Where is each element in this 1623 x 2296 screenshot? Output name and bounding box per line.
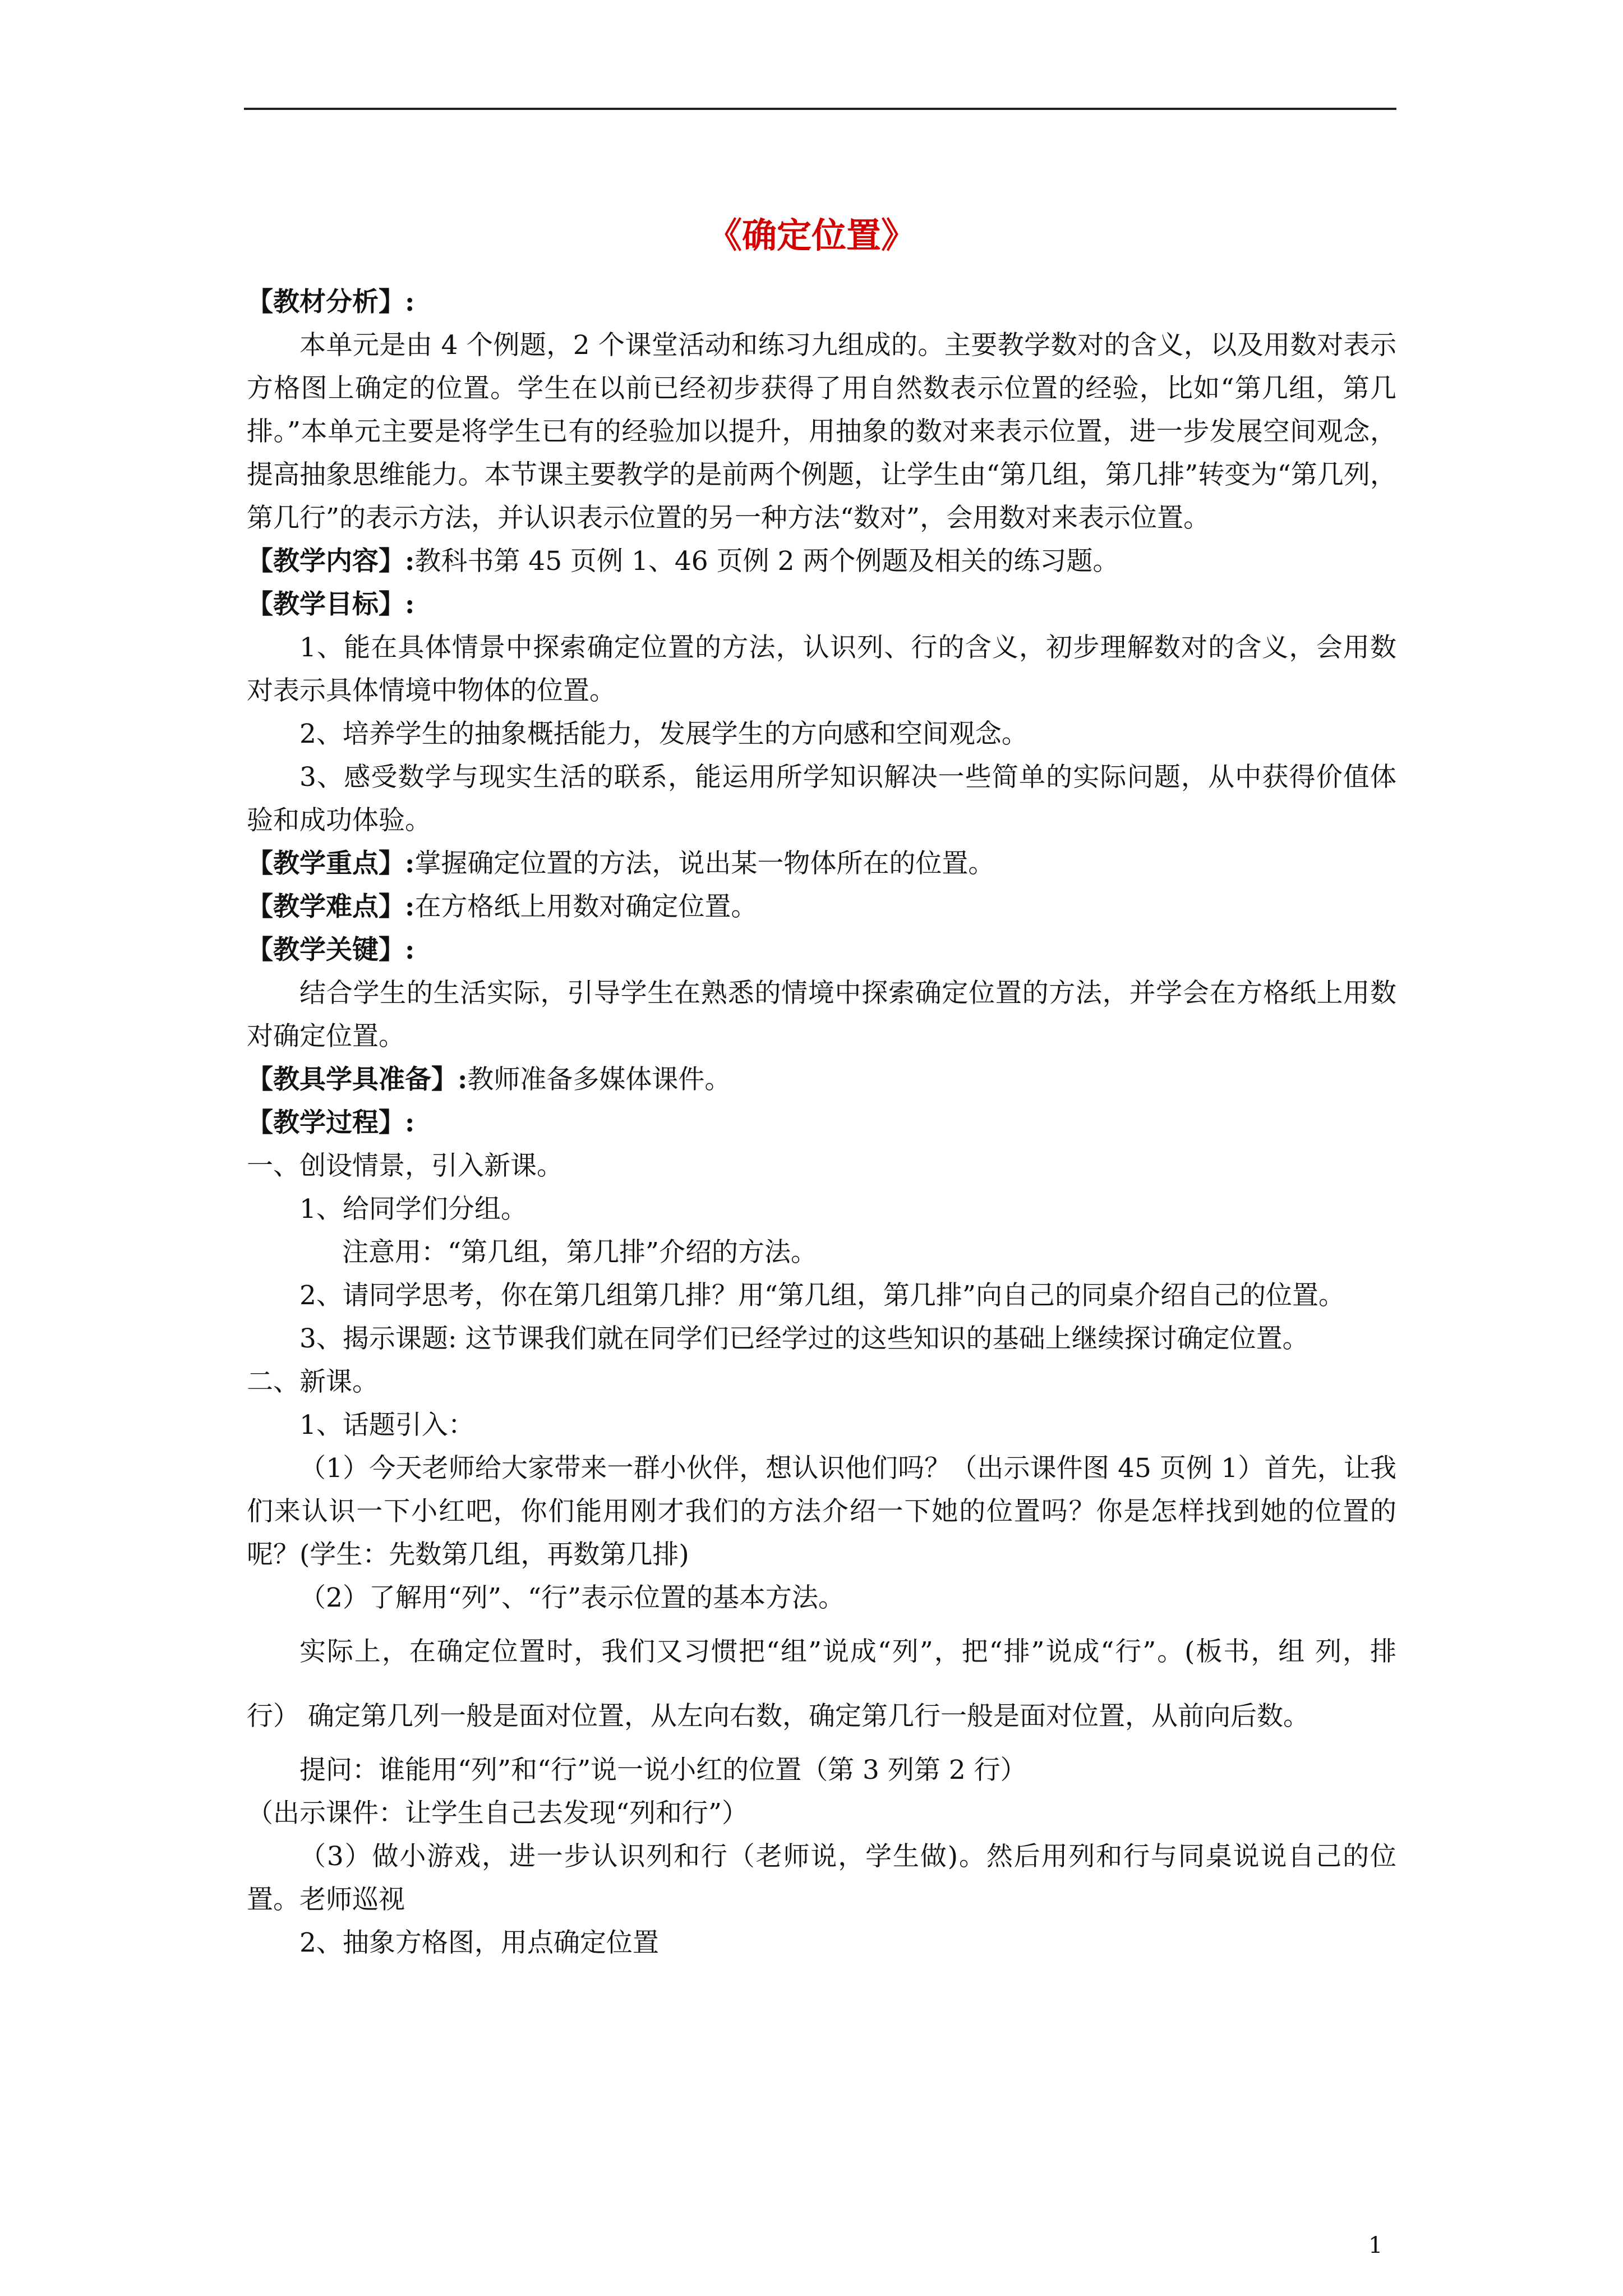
goal-item: 2、培养学生的抽象概括能力，发展学生的方向感和空间观念。 — [299, 719, 1028, 749]
step-item: （3）做小游戏，进一步认识列和行（老师说，学生做)。然后用列和行与同桌说说自己的位置。老师巡视 — [247, 1841, 1396, 1915]
paragraph: （出示课件：让学生自己去发现“列和行”） — [247, 1798, 749, 1829]
step-item: （1）今天老师给大家带来一群小伙伴，想认识他们吗？（出示课件图 45 页例 1）首先，让我们来认识一下小红吧，你们能用刚才我们的方法介绍一下她的位置吗？你是怎样找到她的位置的呢？(学生：先数第几组，再数第几排) — [247, 1453, 1396, 1570]
header-rule — [244, 108, 1396, 110]
step-heading: 一、创设情景，引入新课。 — [247, 1151, 563, 1181]
section-text: 在方格纸上用数对确定位置。 — [414, 891, 758, 922]
page-number: 1 — [1368, 2233, 1383, 2258]
section-head: 【教学内容】: — [247, 546, 415, 577]
document-title: 《确定位置》 — [707, 215, 916, 256]
heading-materials — [247, 1058, 1396, 1101]
heading-teaching-content — [247, 540, 1396, 583]
step-heading: 二、新课。 — [247, 1366, 379, 1397]
paragraph: 结合学生的生活实际，引导学生在熟悉的情境中探索确定位置的方法，并学会在方格纸上用数对确定位置。 — [247, 978, 1396, 1052]
paragraph: 提问：谁能用“列”和“行”说一说小红的位置（第 3 列第 2 行） — [299, 1755, 1027, 1786]
heading-key-link — [247, 928, 1396, 972]
section-head: 【教学目标】: — [247, 589, 415, 620]
goal-item: 1、能在具体情景中探索确定位置的方法，认识列、行的含义，初步理解数对的含义，会用数对表示具体情境中物体的位置。 — [247, 632, 1396, 706]
step-note: 注意用：“第几组，第几排”介绍的方法。 — [342, 1237, 818, 1268]
step-item: 3、揭示课题: 这节课我们就在同学们已经学过的这些知识的基础上继续探讨确定位置。 — [299, 1323, 1309, 1354]
heading-teaching-goals — [247, 583, 1396, 626]
section-text: 教师准备多媒体课件。 — [467, 1064, 731, 1095]
section-head: 【教学过程】: — [247, 1107, 415, 1138]
section-head: 【教材分析】: — [247, 287, 415, 318]
goal-item: 3、感受数学与现实生活的联系，能运用所学知识解决一些简单的实际问题，从中获得价值体验和成功体验。 — [247, 762, 1396, 836]
section-head: 【教学重点】: — [247, 848, 415, 879]
section-text: 教科书第 45 页例 1、46 页例 2 两个例题及相关的练习题。 — [414, 546, 1119, 577]
section-head: 【教学难点】: — [247, 891, 415, 922]
heading-key-point — [247, 842, 1396, 885]
step-item: 2、请同学思考，你在第几组第几排？用“第几组，第几排”向自己的同桌介绍自己的位置。 — [299, 1280, 1345, 1311]
section-head: 【教具学具准备】: — [247, 1064, 468, 1095]
heading-process — [247, 1101, 1396, 1144]
heading-difficulty — [247, 885, 1396, 928]
step-item: （2）了解用“列”、“行”表示位置的基本方法。 — [299, 1582, 845, 1613]
paragraph: 实际上，在确定位置时，我们又习惯把“组”说成“列”，把“排”说成“行”。(板书，组 列，排 行） 确定第几列一般是面对位置，从左向右数，确定第几行一般是面对位置，从前向后数。 — [247, 1636, 1396, 1732]
step-item: 2、抽象方格图，用点确定位置 — [299, 1927, 659, 1958]
heading-textbook-analysis — [247, 280, 1396, 324]
paragraph: 本单元是由 4 个例题，2 个课堂活动和练习九组成的。主要教学数对的含义，以及用数对表示方格图上确定的位置。学生在以前已经初步获得了用自然数表示位置的经验，比如“第几组，第几排。”本单元主要是将学生已有的经验加以提升，用抽象的数对来表示位置，进一步发展空间观念，提高抽象思维能力。本节课主要教学的是前两个例题，让学生由“第几组，第几排”转变为“第几列，第几行”的表示方法，并认识表示位置的另一种方法“数对”，会用数对来表示位置。 — [247, 330, 1396, 533]
document-body — [247, 280, 1396, 1964]
section-head: 【教学关键】: — [247, 935, 415, 965]
step-item: 1、话题引入： — [299, 1410, 474, 1441]
section-text: 掌握确定位置的方法，说出某一物体所在的位置。 — [414, 848, 995, 879]
step-item: 1、给同学们分组。 — [299, 1194, 527, 1225]
